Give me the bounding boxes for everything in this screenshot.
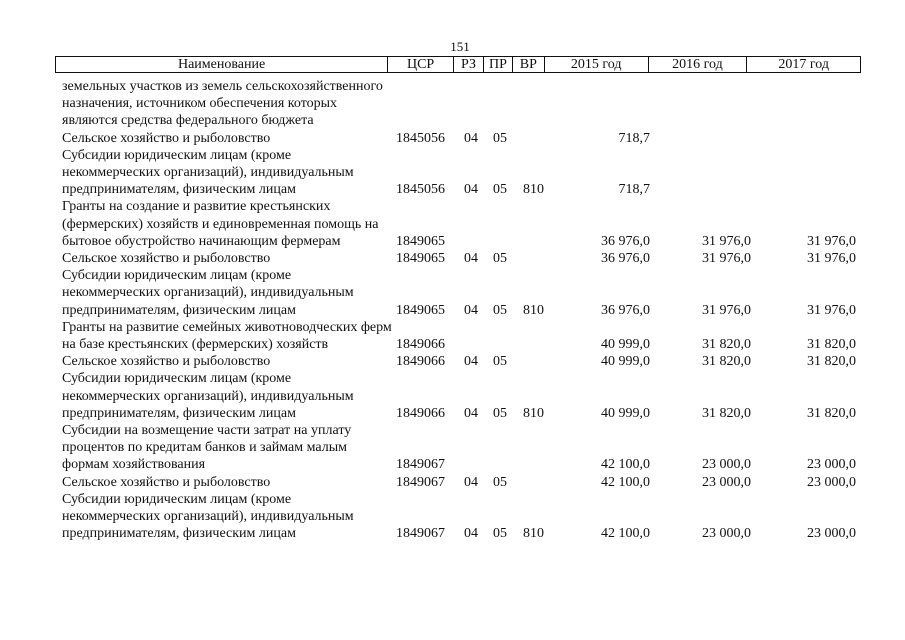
header-2017: 2017 год — [778, 57, 829, 72]
row-2017: 23 000,0 — [807, 526, 856, 542]
row-name: Гранты на развитие семейных животноводческих ферм на базе крестьянских (фермерских) хозяйств — [62, 319, 392, 353]
row-pr: 05 — [493, 251, 507, 267]
row-2017: 31 976,0 — [807, 302, 856, 318]
row-2015: 36 976,0 — [601, 251, 650, 267]
row-2017: 31 820,0 — [807, 405, 856, 421]
row-name: Субсидии юридическим лицам (кроме некоммерческих организаций), индивидуальным предпринимателям, физическим лицам — [62, 147, 354, 198]
table-row — [62, 78, 862, 130]
row-2016: 31 820,0 — [702, 354, 751, 370]
row-name: Субсидии юридическим лицам (кроме некоммерческих организаций), индивидуальным предпринимателям, физическим лицам — [62, 491, 354, 542]
row-csr: 1845056 — [396, 182, 445, 198]
table-row — [62, 370, 862, 422]
row-rz: 04 — [464, 526, 478, 542]
row-2016: 23 000,0 — [702, 457, 751, 473]
table-row — [62, 198, 862, 250]
row-name: Сельское хозяйство и рыболовство — [62, 474, 271, 490]
row-csr: 1849066 — [396, 405, 445, 421]
header-rz: РЗ — [454, 57, 484, 72]
row-pr: 05 — [493, 354, 507, 370]
row-csr: 1849066 — [396, 354, 445, 370]
row-pr: 05 — [493, 302, 507, 318]
row-csr: 1849065 — [396, 302, 445, 318]
row-2015: 718,7 — [618, 182, 650, 198]
row-2016: 31 976,0 — [702, 233, 751, 249]
row-pr: 05 — [493, 182, 507, 198]
row-name: Субсидии юридическим лицам (кроме некоммерческих организаций), индивидуальным предпринимателям, физическим лицам — [62, 268, 354, 318]
header-pr: ПР — [484, 57, 513, 72]
row-2017: 31 820,0 — [807, 337, 856, 353]
row-rz: 04 — [464, 474, 478, 490]
row-csr: 1845056 — [396, 130, 445, 146]
row-csr: 1849067 — [396, 474, 445, 490]
table-row — [62, 147, 862, 199]
table-row — [62, 474, 862, 491]
table-header — [55, 56, 861, 73]
row-2016: 31 976,0 — [702, 251, 751, 267]
row-2015: 718,7 — [618, 130, 650, 146]
row-name: Сельское хозяйство и рыболовство — [62, 354, 271, 370]
row-2015: 36 976,0 — [601, 302, 650, 318]
row-csr: 1849066 — [396, 337, 445, 353]
row-name: Субсидии на возмещение части затрат на уплату процентов по кредитам банков и займам малым формам хозяйствования — [62, 423, 352, 473]
header-2015: 2015 год — [545, 57, 649, 72]
row-pr: 05 — [493, 405, 507, 421]
table-row — [62, 422, 862, 474]
row-vr: 810 — [523, 302, 544, 318]
table-row — [62, 353, 862, 370]
row-pr: 05 — [493, 474, 507, 490]
row-2017: 23 000,0 — [807, 474, 856, 490]
row-csr: 1849065 — [396, 251, 445, 267]
row-2017: 23 000,0 — [807, 457, 856, 473]
row-name: Сельское хозяйство и рыболовство — [62, 130, 271, 146]
row-pr: 05 — [493, 130, 507, 146]
row-2017: 31 976,0 — [807, 251, 856, 267]
row-csr: 1849067 — [396, 457, 445, 473]
row-2015: 36 976,0 — [601, 233, 650, 249]
row-2016: 23 000,0 — [702, 526, 751, 542]
row-2015: 42 100,0 — [601, 474, 650, 490]
row-name: Сельское хозяйство и рыболовство — [62, 251, 271, 267]
row-2016: 31 976,0 — [702, 302, 751, 318]
row-2015: 42 100,0 — [601, 526, 650, 542]
table-row — [62, 250, 862, 267]
row-name: Гранты на создание и развитие крестьянских (фермерских) хозяйств и единовременная помощь на бытовое обустройство начинающим фермерам — [62, 199, 379, 249]
table-row — [62, 130, 862, 147]
row-2017: 31 976,0 — [807, 233, 856, 249]
row-rz: 04 — [464, 251, 478, 267]
row-name: земельных участков из земель сельскохозяйственного назначения, источником обеспечения которых являются средства федерального бюджета — [62, 79, 383, 129]
row-csr: 1849065 — [396, 233, 445, 249]
row-rz: 04 — [464, 405, 478, 421]
table-body — [62, 78, 862, 542]
row-csr: 1849067 — [396, 526, 445, 542]
row-2016: 23 000,0 — [702, 474, 751, 490]
row-2017: 31 820,0 — [807, 354, 856, 370]
row-2016: 31 820,0 — [702, 405, 751, 421]
row-rz: 04 — [464, 130, 478, 146]
header-name: Наименование — [56, 57, 388, 72]
table-row — [62, 491, 862, 543]
row-rz: 04 — [464, 182, 478, 198]
row-pr: 05 — [493, 526, 507, 542]
row-name: Субсидии юридическим лицам (кроме некоммерческих организаций), индивидуальным предпринимателям, физическим лицам — [62, 371, 354, 421]
row-vr: 810 — [523, 526, 544, 542]
page-number: 151 — [450, 39, 470, 54]
header-csr: ЦСР — [388, 57, 454, 72]
table-row — [62, 319, 862, 353]
row-2015: 40 999,0 — [601, 354, 650, 370]
row-2016: 31 820,0 — [702, 337, 751, 353]
row-rz: 04 — [464, 354, 478, 370]
row-vr: 810 — [523, 405, 544, 421]
row-rz: 04 — [464, 302, 478, 318]
header-2016: 2016 год — [649, 57, 748, 72]
row-2015: 40 999,0 — [601, 337, 650, 353]
row-2015: 42 100,0 — [601, 457, 650, 473]
header-vr: ВР — [513, 57, 545, 72]
row-2015: 40 999,0 — [601, 405, 650, 421]
table-row — [62, 267, 862, 319]
row-vr: 810 — [523, 182, 544, 198]
